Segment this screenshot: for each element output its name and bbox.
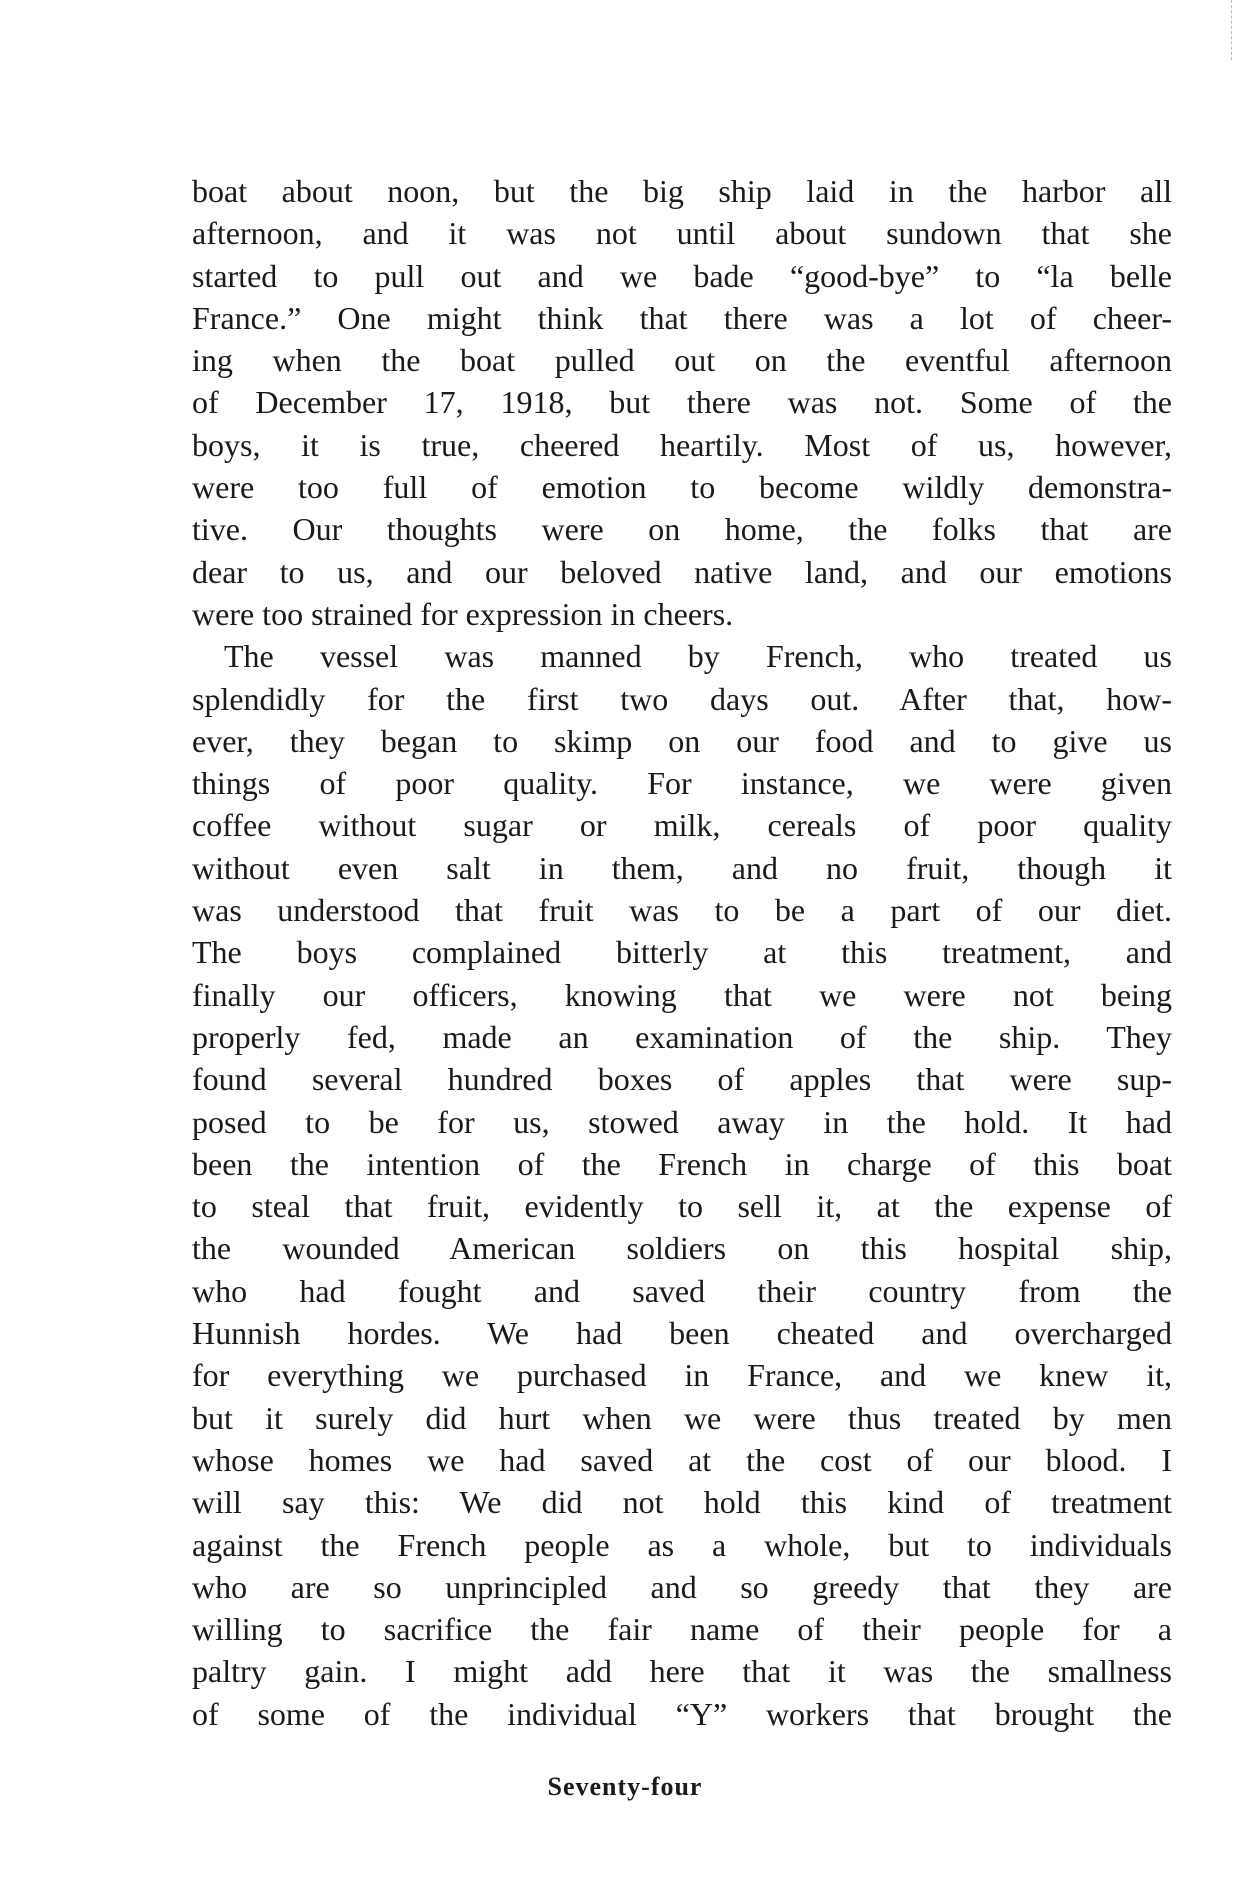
text-line: splendidly for the first two days out. After that, how- bbox=[192, 680, 1172, 717]
text-line: The boys complained bitterly at this treatment, and bbox=[192, 934, 1172, 971]
text-line: things of poor quality. For instance, we were given bbox=[192, 765, 1172, 802]
text-line: ever, they began to skimp on our food and to give us bbox=[192, 722, 1172, 759]
text-line: found several hundred boxes of apples that were sup- bbox=[192, 1061, 1172, 1098]
text-line: dear to us, and our beloved native land, and our emotions bbox=[192, 553, 1172, 590]
text-line: paltry gain. I might add here that it was the smallness bbox=[192, 1653, 1172, 1690]
text-line: started to pull out and we bade “good-bye” to “la belle bbox=[192, 257, 1172, 294]
page-number: Seventy-four bbox=[547, 1772, 703, 1801]
text-line: boat about noon, but the big ship laid in the harbor all bbox=[192, 173, 1172, 209]
text-line: against the French people as a whole, but to individuals bbox=[192, 1526, 1172, 1563]
text-line: will say this: We did not hold this kind of treatment bbox=[192, 1484, 1172, 1521]
paragraph-start-line: The vessel was manned by French, who treated us bbox=[224, 638, 1172, 675]
text-line: of some of the individual “Y” workers that brought the bbox=[192, 1695, 1172, 1732]
text-line: to steal that fruit, evidently to sell it, at the expense of bbox=[192, 1188, 1172, 1225]
text-line: coffee without sugar or milk, cereals of poor quality bbox=[192, 807, 1172, 844]
text-line: tive. Our thoughts were on home, the folks that are bbox=[192, 511, 1172, 548]
text-line: were too full of emotion to become wildly demonstra- bbox=[192, 469, 1172, 506]
text-line: for everything we purchased in France, and we knew it, bbox=[192, 1357, 1172, 1394]
text-line: who had fought and saved their country from the bbox=[192, 1272, 1172, 1309]
text-line: of December 17, 1918, but there was not. Some of the bbox=[192, 384, 1172, 421]
text-line: finally our officers, knowing that we were not being bbox=[192, 976, 1172, 1013]
text-line: was understood that fruit was to be a part of our diet. bbox=[192, 892, 1172, 929]
text-line: who are so unprincipled and so greedy that they are bbox=[192, 1568, 1172, 1605]
paragraph-end-line: were too strained for expression in cheers. bbox=[192, 595, 734, 632]
text-line: been the intention of the French in charge of this boat bbox=[192, 1145, 1172, 1182]
text-line: boys, it is true, cheered heartily. Most of us, however, bbox=[192, 426, 1172, 463]
text-line: posed to be for us, stowed away in the hold. It had bbox=[192, 1103, 1172, 1140]
text-line: Hunnish hordes. We had been cheated and overcharged bbox=[192, 1315, 1172, 1352]
body-text bbox=[192, 170, 1172, 1735]
text-line: afternoon, and it was not until about sundown that she bbox=[192, 215, 1172, 252]
text-line: the wounded American soldiers on this hospital ship, bbox=[192, 1230, 1172, 1267]
text-line: willing to sacrifice the fair name of their people for a bbox=[192, 1611, 1172, 1648]
text-line: properly fed, made an examination of the ship. They bbox=[192, 1018, 1172, 1055]
text-line: France.” One might think that there was a lot of cheer- bbox=[192, 299, 1172, 336]
text-line: without even salt in them, and no fruit, though it bbox=[192, 849, 1172, 886]
text-line: ing when the boat pulled out on the eventful afternoon bbox=[192, 342, 1172, 379]
scan-edge-mark bbox=[1229, 0, 1232, 60]
text-line: whose homes we had saved at the cost of our blood. I bbox=[192, 1441, 1172, 1478]
text-line: but it surely did hurt when we were thus treated by men bbox=[192, 1399, 1172, 1436]
